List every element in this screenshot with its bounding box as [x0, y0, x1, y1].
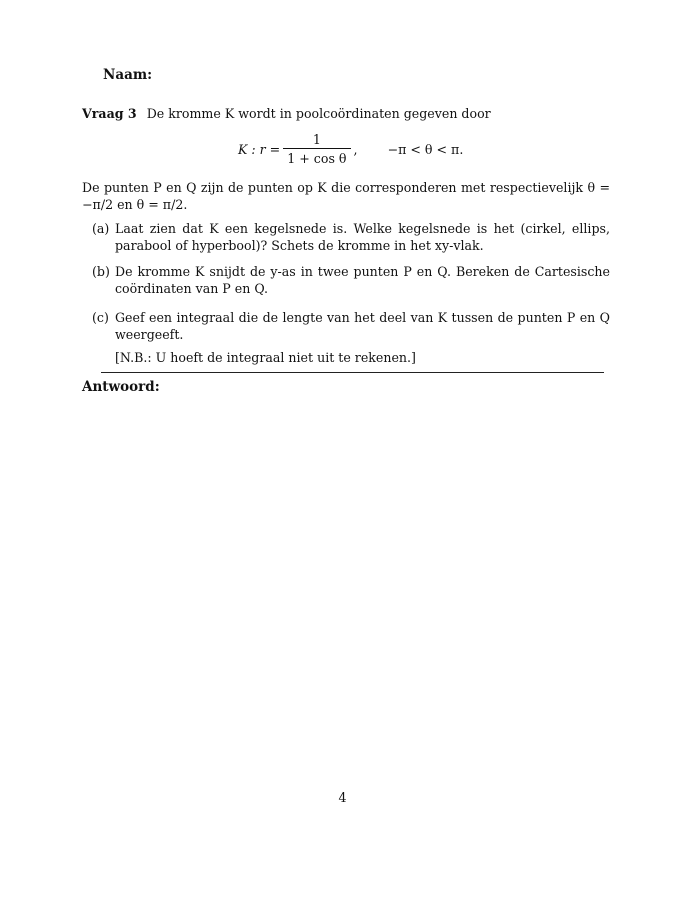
part-b-text: De kromme K snijdt de y-as in twee punten P en Q. Bereken de Cartesische coördinaten van P en Q.	[115, 264, 610, 296]
question-label: Vraag 3	[82, 106, 137, 121]
answer-label: Antwoord:	[82, 379, 160, 395]
equation-lhs: K : r =	[238, 141, 281, 157]
name-label: Naam:	[103, 67, 153, 83]
part-b-label: (b)	[92, 264, 110, 279]
part-c-note: [N.B.: U hoeft de integraal niet uit te rekenen.]	[115, 350, 416, 365]
part-a-text: Laat zien dat K een kegelsnede is. Welke kegelsnede is het (cirkel, ellips, parabool of hyperbool)? Schets de kromme in het xy-vlak.	[115, 221, 610, 253]
equation-fraction	[283, 132, 350, 166]
part-a	[92, 220, 610, 254]
page-number: 4	[338, 790, 347, 805]
equation-domain: −π < θ < π.	[387, 141, 464, 157]
part-a-label: (a)	[92, 221, 110, 236]
question-intro: De kromme K wordt in poolcoördinaten gegeven door	[146, 106, 491, 121]
part-c	[92, 309, 610, 366]
fraction-numerator: 1	[312, 132, 321, 147]
fraction-denominator: 1 + cos θ	[283, 148, 350, 166]
equation-comma: ,	[353, 141, 358, 157]
polar-equation	[238, 131, 463, 167]
part-c-text: Geef een integraal die de lengte van het deel van K tussen de punten P en Q weergeeft.	[115, 310, 610, 342]
part-b	[92, 263, 610, 297]
divider-line	[101, 372, 604, 373]
part-c-label: (c)	[92, 310, 109, 325]
points-description: De punten P en Q zijn de punten op K die corresponderen met respectievelijk θ = −π/2 en θ = π/2.	[82, 180, 610, 212]
question-header	[82, 106, 491, 121]
